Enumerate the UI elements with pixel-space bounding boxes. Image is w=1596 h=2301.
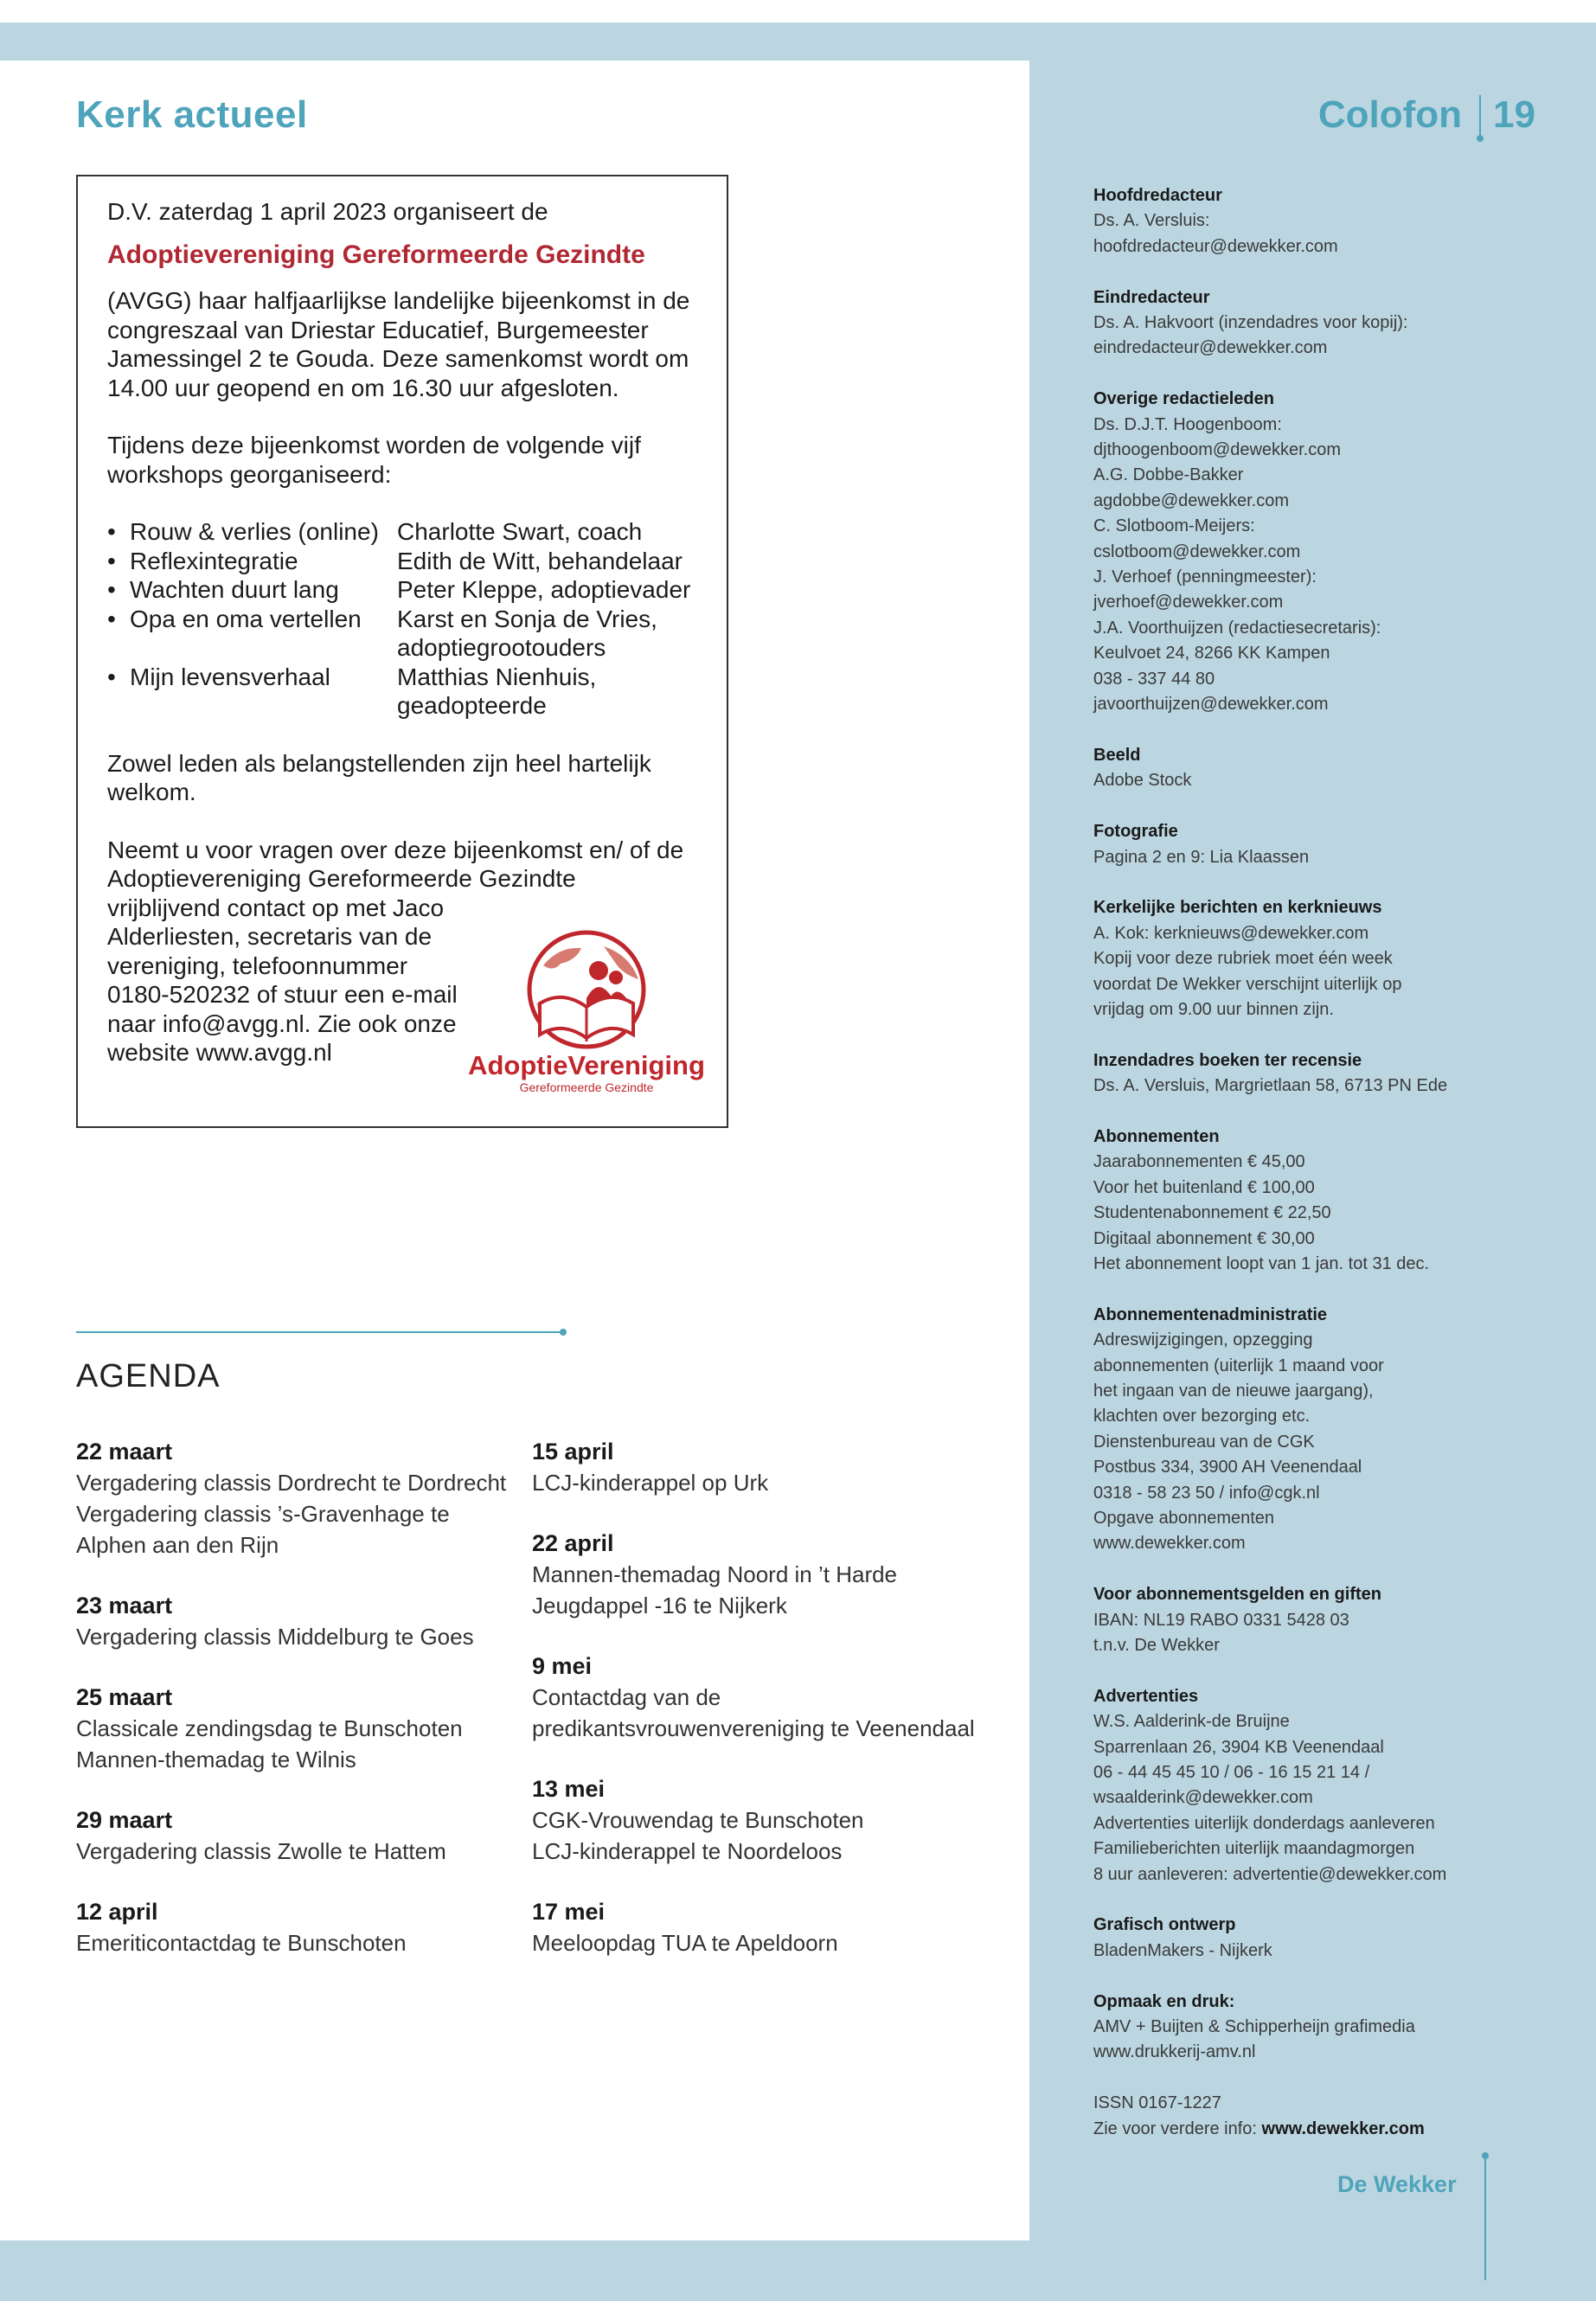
colofon-section — [1093, 285, 1561, 362]
colofon-line: Digitaal abonnement € 30,00 — [1093, 1228, 1315, 1248]
agenda-event: Contactdag van de predikantsvrouwenvereniging te Veenendaal — [532, 1684, 975, 1741]
agenda-date: 29 maart — [76, 1807, 173, 1833]
agenda-event: LCJ-kinderappel op Urk — [532, 1470, 769, 1496]
colofon-section-heading: Eindredacteur — [1093, 287, 1210, 307]
colofon-contact-link[interactable]: djthoogenboom@dewekker.com — [1093, 440, 1342, 460]
agenda-date: 17 mei — [532, 1899, 606, 1925]
colofon-title: Colofon — [1317, 93, 1463, 136]
workshops-intro: Tijdens deze bijeenkomst worden de volgende vijf workshops georganiseerd: — [107, 432, 641, 488]
colofon-line: Het abonnement loopt van 1 jan. tot 31 dec. — [1093, 1253, 1430, 1273]
agenda-date: 23 maart — [76, 1593, 173, 1618]
colofon-section — [1093, 1913, 1561, 1964]
notice-contact-lead: Neemt u voor vragen over deze bijeenkomst en/ of de Adoptievereniging Gereformeerde Gezindte — [107, 836, 684, 892]
agenda-entry — [76, 1436, 509, 1561]
workshop-title: • Opa en oma vertellen — [107, 605, 397, 663]
header-divider — [1479, 95, 1481, 135]
agenda-column-left — [76, 1436, 509, 1988]
section-title: Kerk actueel — [76, 93, 308, 136]
footer-rule — [1484, 2156, 1486, 2280]
notice-org-name: Adoptievereniging Gereformeerde Gezindte — [107, 240, 645, 269]
agenda-date: 12 april — [76, 1899, 158, 1925]
colofon-line: Dienstenbureau van de CGK — [1093, 1432, 1315, 1452]
agenda-entry — [76, 1682, 509, 1775]
colofon-line: Adreswijzigingen, opzegging — [1093, 1330, 1313, 1350]
colofon-contact-link[interactable]: jverhoef@dewekker.com — [1093, 593, 1284, 612]
workshop-item — [107, 517, 704, 547]
colofon-section-heading: Voor abonnementsgelden en giften — [1093, 1585, 1381, 1605]
workshop-title: • Mijn levensverhaal — [107, 663, 397, 721]
agenda-event: LCJ-kinderappel te Noordeloos — [532, 1838, 843, 1864]
colofon-section-heading: Abonnementen — [1093, 1126, 1220, 1146]
agenda-event: Mannen-themadag te Wilnis — [76, 1747, 356, 1772]
colofon-line: J. Verhoef (penningmeester): — [1093, 567, 1317, 587]
colofon-section — [1093, 895, 1561, 1022]
colofon-section-heading: Inzendadres boeken ter recensie — [1093, 1050, 1362, 1070]
colofon-line: Pagina 2 en 9: Lia Klaassen — [1093, 847, 1310, 867]
colofon-section — [1093, 1303, 1561, 1557]
colofon-line: Postbus 334, 3900 AH Veenendaal — [1093, 1458, 1362, 1477]
avgg-notice-box — [76, 175, 728, 1128]
workshop-list — [107, 517, 704, 721]
agenda-event: Vergadering classis Dordrecht te Dordrecht — [76, 1470, 507, 1496]
colofon-line: Advertenties uiterlijk donderdags aanleveren — [1093, 1813, 1435, 1833]
colofon-section — [1093, 743, 1561, 794]
colofon-header — [1318, 93, 1535, 137]
logo-wordmark: AdoptieVereniging — [468, 1050, 705, 1080]
agenda-date: 9 mei — [532, 1653, 593, 1679]
notice-contact-rest: vrijblijvend contact op met Jaco Alderliesten, secretaris van de vereniging, telefoonnummer 0180-520232 of stuur een e-mail naar info@avgg.nl. Zie ook onze website www.avgg.nl — [107, 894, 458, 1066]
colofon-line: Opgave abonnementen — [1093, 1509, 1275, 1528]
workshop-title: • Reflexintegratie — [107, 547, 397, 576]
colofon-line: Familieberichten uiterlijk maandagmorgen — [1093, 1839, 1415, 1859]
colofon-line: abonnementen (uiterlijk 1 maand voor — [1093, 1356, 1384, 1375]
footer-brand: De Wekker — [1337, 2171, 1457, 2197]
colofon-line: Voor het buitenland € 100,00 — [1093, 1177, 1315, 1197]
colofon-issn: ISSN 0167-1227 — [1093, 2093, 1221, 2113]
colofon-section-heading: Advertenties — [1093, 1686, 1199, 1706]
colofon-line: voordat De Wekker verschijnt uiterlijk op — [1093, 974, 1402, 994]
workshop-leader: Matthias Nienhuis, geadopteerde — [397, 663, 597, 719]
agenda-entry — [532, 1436, 999, 1498]
agenda-entry — [76, 1804, 509, 1867]
colofon-line: Keulvoet 24, 8266 KK Kampen — [1093, 644, 1330, 663]
colofon-section-heading: Grafisch ontwerp — [1093, 1915, 1236, 1935]
colofon-contact-link[interactable]: agdobbe@dewekker.com — [1093, 490, 1289, 510]
agenda-event: Jeugdappel -16 te Nijkerk — [532, 1593, 787, 1618]
colofon-line: IBAN: NL19 RABO 0331 5428 03 — [1093, 1610, 1349, 1630]
colofon-line: Kopij voor deze rubriek moet één week — [1093, 949, 1393, 969]
colofon-section-heading: Abonnementenadministratie — [1093, 1304, 1328, 1324]
colofon-line: A.G. Dobbe-Bakker — [1093, 465, 1244, 485]
colofon-contact-link[interactable]: A. Kok: kerknieuws@dewekker.com — [1093, 923, 1369, 943]
colofon-section-heading: Kerkelijke berichten en kerknieuws — [1093, 898, 1382, 918]
agenda-event: Classicale zendingsdag te Bunschoten — [76, 1715, 463, 1741]
colofon-section — [1093, 183, 1561, 260]
colofon-section-heading: Opmaak en druk: — [1093, 1991, 1235, 2011]
colofon-contact-link[interactable]: javoorthuijzen@dewekker.com — [1093, 695, 1329, 715]
workshop-leader: Karst en Sonja de Vries, adoptiegrootouders — [397, 605, 657, 661]
notice-welcome: Zowel leden als belangstellenden zijn heel hartelijk welkom. — [107, 749, 651, 805]
workshop-leader: Peter Kleppe, adoptievader — [397, 576, 691, 603]
notice-body: (AVGG) haar halfjaarlijkse landelijke bijeenkomst in de congreszaal van Driestar Educatief, Burgemeester Jamessingel 2 te Gouda. Deze samenkomst wordt om 14.00 uur geopend en om 16.30 uur afgesloten. — [107, 287, 690, 401]
colofon-section-heading: Fotografie — [1093, 822, 1178, 842]
colofon-line: Adobe Stock — [1093, 771, 1192, 791]
colofon-contact-link[interactable]: eindredacteur@dewekker.com — [1093, 338, 1328, 358]
colofon-section — [1093, 1684, 1561, 1888]
globe-book-people-icon — [529, 933, 644, 1047]
colofon-line: BladenMakers - Nijkerk — [1093, 1940, 1272, 1960]
colofon-line: Ds. A. Hakvoort (inzendadres voor kopij): — [1093, 313, 1408, 333]
colofon-section — [1093, 819, 1561, 870]
agenda-date: 25 maart — [76, 1684, 173, 1710]
workshop-item — [107, 663, 704, 721]
agenda-event: Vergadering classis Zwolle te Hattem — [76, 1838, 446, 1864]
top-band — [0, 0, 1596, 22]
agenda-title: AGENDA — [76, 1358, 221, 1394]
workshop-title: • Wachten duurt lang — [107, 575, 397, 605]
colofon-issn-block — [1093, 2091, 1561, 2142]
workshop-item — [107, 575, 704, 605]
agenda-entry — [532, 1650, 999, 1744]
agenda-event: CGK-Vrouwendag te Bunschoten — [532, 1807, 864, 1833]
agenda-event: Vergadering classis ’s-Gravenhage te Alphen aan den Rijn — [76, 1501, 450, 1558]
page-number: 19 — [1493, 93, 1535, 136]
workshop-leader: Charlotte Swart, coach — [397, 518, 643, 545]
agenda-date: 13 mei — [532, 1776, 606, 1802]
workshop-item — [107, 547, 704, 576]
colofon-line: klachten over bezorging etc. — [1093, 1407, 1311, 1426]
agenda-column-right — [532, 1436, 999, 1988]
agenda-date: 22 april — [532, 1530, 614, 1556]
workshop-item — [107, 605, 704, 663]
agenda-event: Meeloopdag TUA te Apeldoorn — [532, 1930, 838, 1956]
colofon-contact-link[interactable]: www.dewekker.com — [1093, 1534, 1246, 1554]
colofon-line: AMV + Buijten & Schipperheijn grafimedia — [1093, 2017, 1415, 2037]
agenda-date: 22 maart — [76, 1439, 173, 1465]
colofon-line: vrijdag om 9.00 uur binnen zijn. — [1093, 999, 1334, 1019]
colofon-more-info-link[interactable]: www.dewekker.com — [1261, 2118, 1425, 2138]
agenda-event: Mannen-themadag Noord in ’t Harde — [532, 1561, 898, 1587]
colofon-contact-link[interactable]: wsaalderink@dewekker.com — [1093, 1788, 1313, 1808]
colofon-more-info — [1093, 2117, 1561, 2142]
colofon-section — [1093, 1582, 1561, 1658]
colofon-more-info-label: Zie voor verdere info: — [1093, 2118, 1257, 2138]
colofon-section-heading: Beeld — [1093, 745, 1141, 765]
colofon-line: W.S. Aalderink-de Bruijne — [1093, 1712, 1290, 1732]
colofon-line: C. Slotboom-Meijers: — [1093, 516, 1255, 536]
colofon-section — [1093, 1990, 1561, 2066]
colofon-line: Studentenabonnement € 22,50 — [1093, 1203, 1331, 1223]
agenda-event: Emeriticontactdag te Bunschoten — [76, 1930, 407, 1956]
colofon-contact-link[interactable]: hoofdredacteur@dewekker.com — [1093, 236, 1338, 256]
logo-tagline: Gereformeerde Gezindte — [519, 1080, 654, 1094]
colofon-contact-link[interactable]: 8 uur aanleveren: advertentie@dewekker.com — [1093, 1864, 1447, 1884]
agenda-entry — [532, 1896, 999, 1958]
colofon-contact-link[interactable]: www.drukkerij-amv.nl — [1093, 2042, 1256, 2062]
colofon-line: Ds. D.J.T. Hoogenboom: — [1093, 414, 1282, 434]
colofon-line: het ingaan van de nieuwe jaargang), — [1093, 1381, 1374, 1400]
colofon-section-heading: Hoofdredacteur — [1093, 186, 1222, 205]
workshop-title: • Rouw & verlies (online) — [107, 517, 397, 547]
colofon-line: t.n.v. De Wekker — [1093, 1636, 1220, 1656]
agenda-entry — [532, 1773, 999, 1867]
colofon-line: Ds. A. Versluis: — [1093, 211, 1210, 231]
adoptievereniging-logo — [457, 920, 716, 1102]
notice-intro: D.V. zaterdag 1 april 2023 organiseert de — [107, 198, 548, 225]
colofon-section-heading: Overige redactieleden — [1093, 389, 1274, 409]
colofon-section — [1093, 1048, 1561, 1099]
colofon-contact-link[interactable]: 0318 - 58 23 50 / info@cgk.nl — [1093, 1483, 1320, 1503]
colofon-section — [1093, 387, 1561, 717]
agenda-event: Vergadering classis Middelburg te Goes — [76, 1624, 474, 1650]
colofon-line: Sparrenlaan 26, 3904 KB Veenendaal — [1093, 1737, 1384, 1757]
colofon-line: J.A. Voorthuijzen (redactiesecretaris): — [1093, 618, 1381, 638]
colofon-line: Jaarabonnementen € 45,00 — [1093, 1152, 1305, 1172]
agenda-entry — [76, 1590, 509, 1652]
colofon-line: Ds. A. Versluis, Margrietlaan 58, 6713 PN Ede — [1093, 1076, 1448, 1096]
colofon-contact-link[interactable]: cslotboom@dewekker.com — [1093, 542, 1301, 561]
colofon-line: 06 - 44 45 45 10 / 06 - 16 15 21 14 / — [1093, 1763, 1370, 1783]
colofon-line: 038 - 337 44 80 — [1093, 669, 1215, 689]
colofon-body — [1093, 183, 1561, 2167]
colofon-section — [1093, 1125, 1561, 1277]
workshop-leader: Edith de Witt, behandelaar — [397, 547, 683, 574]
agenda-date: 15 april — [532, 1439, 614, 1465]
agenda-entry — [532, 1528, 999, 1621]
agenda-entry — [76, 1896, 509, 1958]
agenda-rule — [74, 1328, 569, 1336]
